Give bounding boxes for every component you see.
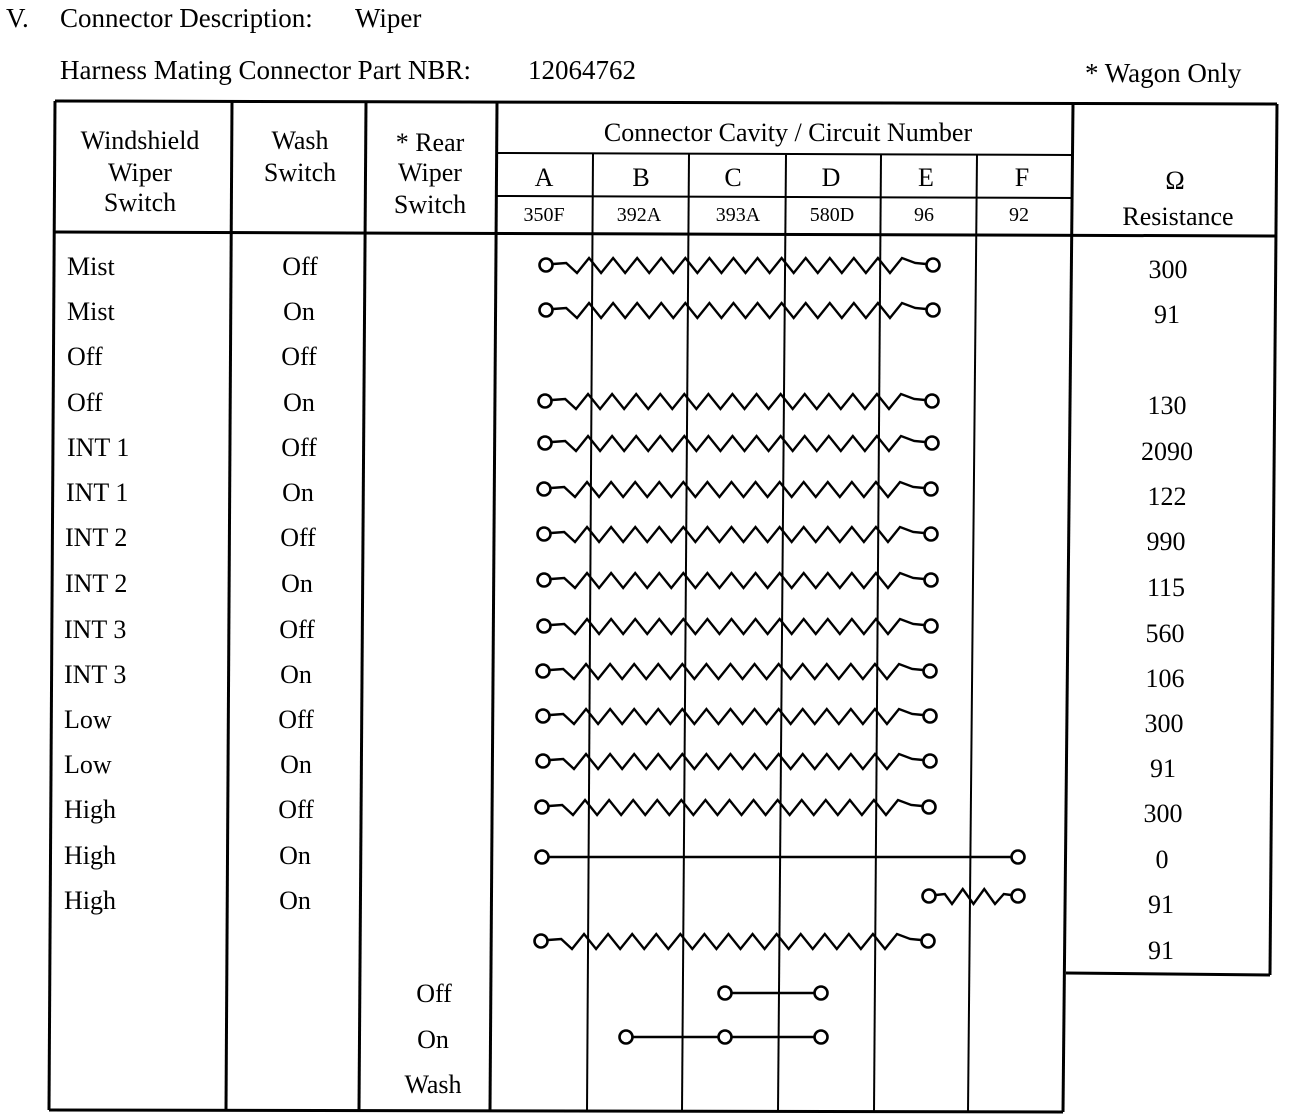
resistance-symbol: Ω [1165,166,1185,195]
resistor-symbol [552,436,925,451]
cavity-letter-e: E [918,163,934,192]
row-4-resistance: 130 [1147,391,1187,420]
row-12-connection [537,754,937,769]
row-14-connection [536,851,1025,864]
resistor-symbol [551,573,924,588]
cavity-letter-b: B [632,163,650,192]
row-7-resistance: 990 [1146,527,1186,556]
terminal-e [927,259,940,272]
row-1-resistance: 300 [1148,255,1188,284]
row-14-resistance: 0 [1155,845,1169,874]
terminal-e [925,528,938,541]
terminal-c [719,1031,732,1044]
circuit-c: 393A [715,204,761,226]
row-2-wiper: Mist [67,297,115,326]
connector-description-label: Connector Description: [60,3,313,33]
row-10-connection [537,664,937,679]
terminal-e [925,620,938,633]
row-7-wash: Off [280,523,316,552]
resistor-symbol [550,754,923,769]
row-3-wash: Off [281,342,317,371]
terminal-a [535,935,548,948]
terminal-e [925,483,938,496]
row-10-resistance: 106 [1145,664,1185,693]
terminal-a [537,755,550,768]
terminal-a [538,574,551,587]
terminal-a [536,801,549,814]
row-12-wiper: Low [64,750,112,779]
row-5-wash: Off [281,433,317,462]
row-13-connection [536,800,936,815]
terminal-a [537,665,550,678]
row-7-wiper: INT 2 [65,523,128,552]
terminal-e [926,395,939,408]
wagon-only-note: * Wagon Only [1085,58,1242,88]
circuit-a: 350F [523,204,565,226]
row-11-resistance: 300 [1144,709,1184,738]
row-12-wash: On [280,750,312,779]
row-7-connection [538,527,938,542]
row-2-wash: On [283,297,315,326]
row-11-connection [537,709,937,724]
resistor-symbol [936,889,1011,904]
resistor-symbol [551,527,924,542]
row-13-wiper: High [64,795,116,824]
row-15-connection [923,889,1025,904]
cavity-letter-c: C [724,163,742,192]
resistor-symbol [553,303,926,318]
row-11-wiper: Low [64,705,112,734]
header-rear-line1: * Rear [395,128,465,157]
row-8-resistance: 115 [1146,573,1186,602]
terminal-d [815,987,828,1000]
resistor-symbol [550,709,923,724]
row-13-resistance: 300 [1143,799,1183,828]
terminal-f [1012,890,1025,903]
circuit-f: 92 [1009,204,1029,226]
row-1-wash: Off [282,252,318,281]
row-6-wash: On [282,478,314,507]
terminal-a [539,395,552,408]
row-17-connection [719,987,828,1000]
row-9-resistance: 560 [1145,619,1185,648]
row-10-wiper: INT 3 [64,660,127,689]
resistance-header: Resistance [1122,202,1234,231]
row-6-resistance: 122 [1147,482,1187,511]
row-10-wash: On [280,660,312,689]
row-1-wiper: Mist [67,252,115,281]
terminal-a [540,304,553,317]
terminal-e [924,665,937,678]
terminal-e [924,755,937,768]
circuit-d: 580D [809,204,855,226]
header-cavity-title: Connector Cavity / Circuit Number [603,118,973,147]
terminal-c [719,987,732,1000]
row-13-wash: Off [278,795,314,824]
row-16-resistance: 91 [1148,936,1174,965]
terminal-e [927,304,940,317]
terminal-f [1012,851,1025,864]
part-number-label: Harness Mating Connector Part NBR: [60,55,471,85]
header-wash-line2: Switch [263,158,337,187]
terminal-a [539,437,552,450]
terminal-e [924,710,937,723]
terminal-a [538,483,551,496]
terminal-a [538,620,551,633]
row-6-connection [538,482,938,497]
circuit-e: 96 [914,204,934,226]
resistor-symbol [549,800,922,815]
row-11-wash: Off [278,705,314,734]
header-windshield-line2: Wiper [108,158,172,187]
row-4-wiper: Off [67,388,103,417]
resistor-symbol [552,394,925,409]
row-9-wash: Off [279,615,315,644]
terminal-e [926,437,939,450]
resistor-symbol [550,664,923,679]
row-18-rear: On [417,1025,449,1054]
row-8-connection [538,573,938,588]
row-8-wiper: INT 2 [65,569,128,598]
row-17-rear: Off [416,979,452,1008]
terminal-e [923,801,936,814]
header-windshield-line1: Windshield [80,126,200,155]
section-number: V. [6,3,29,33]
row-2-connection [540,303,940,318]
row-14-wiper: High [64,841,116,870]
row-5-resistance: 2090 [1141,437,1193,466]
row-15-resistance: 91 [1148,890,1174,919]
header-rear-line3: Switch [393,190,467,219]
terminal-a [538,528,551,541]
terminal-b [620,1031,633,1044]
row-15-wash: On [279,886,311,915]
part-number-value: 12064762 [528,55,636,85]
row-8-wash: On [281,569,313,598]
terminal-a [540,259,553,272]
terminal-d [815,1031,828,1044]
row-4-wash: On [283,388,315,417]
row-5-connection [539,436,939,451]
terminal-e [922,935,935,948]
row-4-connection [539,394,939,409]
resistor-symbol [548,934,921,949]
resistor-symbol [551,619,924,634]
row-1-connection [540,258,940,273]
row-16-connection [535,934,935,949]
row-12-resistance: 91 [1150,754,1176,783]
terminal-e [923,890,936,903]
row-9-connection [538,619,938,634]
row-3-wiper: Off [67,342,103,371]
cavity-letter-d: D [821,163,841,192]
row-18-connection [620,1031,828,1044]
resistor-symbol [553,258,926,273]
header-windshield-line3: Switch [103,188,177,217]
header-rear-line2: Wiper [398,158,462,187]
cavity-letter-f: F [1014,163,1030,192]
row-9-wiper: INT 3 [64,615,127,644]
resistor-symbol [551,482,924,497]
header-wash-line1: Wash [271,126,329,155]
terminal-a [537,710,550,723]
terminal-a [536,851,549,864]
circuit-b: 392A [616,204,662,226]
row-6-wiper: INT 1 [66,478,129,507]
row-15-wiper: High [64,886,116,915]
row-14-wash: On [279,841,311,870]
row-19-rear: Wash [404,1070,462,1099]
row-2-resistance: 91 [1154,300,1180,329]
row-5-wiper: INT 1 [67,433,130,462]
connector-description-value: Wiper [355,3,422,33]
cavity-letter-a: A [534,163,554,192]
terminal-e [925,574,938,587]
